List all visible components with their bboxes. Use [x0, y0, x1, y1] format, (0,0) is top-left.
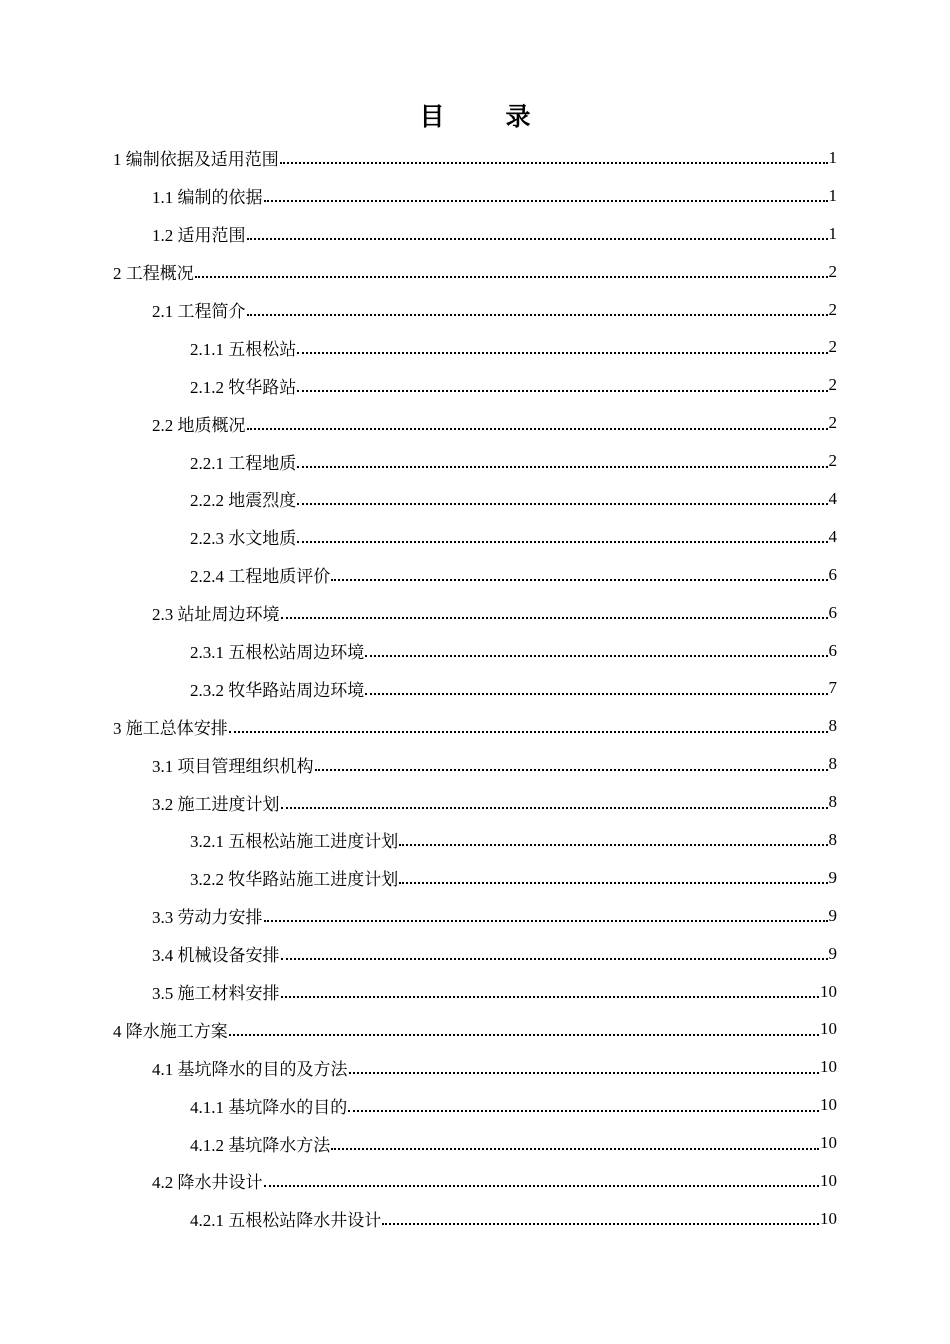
toc-entry-page-number: 10	[820, 1095, 837, 1115]
toc-entry-label: 2.2.2 地震烈度	[190, 491, 297, 511]
toc-entry-page-number: 6	[828, 602, 837, 622]
toc-list	[0, 139, 950, 1238]
dot-leader	[281, 806, 828, 809]
dot-leader	[264, 199, 828, 202]
dot-leader	[281, 957, 828, 960]
toc-entry-label: 1.1 编制的依据	[152, 188, 263, 208]
toc-entry-page-number: 10	[820, 1170, 837, 1190]
dot-leader	[281, 995, 820, 998]
toc-entry-label: 4.1.2 基坑降水方法	[190, 1135, 331, 1155]
toc-entry-label: 3.2.1 五根松站施工进度计划	[190, 832, 399, 852]
toc-entry-page-number: 10	[820, 981, 837, 1001]
toc-entry-page-number: 6	[828, 640, 837, 660]
toc-entry[interactable]	[0, 783, 950, 821]
toc-entry-label: 2.3.1 五根松站周边环境	[190, 643, 365, 663]
toc-entry-label: 3.4 机械设备安排	[152, 946, 280, 966]
toc-entry-page-number: 10	[820, 1208, 837, 1228]
toc-entry-label: 3 施工总体安排	[113, 718, 228, 738]
toc-entry[interactable]	[0, 253, 950, 291]
toc-entry-label: 4 降水施工方案	[113, 1021, 228, 1041]
toc-entry[interactable]	[0, 366, 950, 404]
toc-entry[interactable]	[0, 897, 950, 935]
toc-entry[interactable]	[0, 215, 950, 253]
toc-entry-label: 1.2 适用范围	[152, 226, 246, 246]
toc-entry-label: 2.2.3 水文地质	[190, 529, 297, 549]
toc-entry[interactable]	[0, 291, 950, 329]
dot-leader	[297, 502, 827, 505]
toc-entry-page-number: 6	[828, 564, 837, 584]
toc-entry[interactable]	[0, 859, 950, 897]
toc-entry-label: 3.2 施工进度计划	[152, 794, 280, 814]
dot-leader	[297, 389, 827, 392]
toc-entry-label: 2.3.2 牧华路站周边环境	[190, 680, 365, 700]
dot-leader	[297, 351, 827, 354]
dot-leader	[297, 540, 827, 543]
dot-leader	[331, 1147, 819, 1150]
toc-entry-page-number: 1	[828, 147, 837, 167]
toc-entry-page-number: 10	[820, 1019, 837, 1039]
toc-entry-label: 2 工程概况	[113, 264, 194, 284]
toc-entry-label: 2.2.1 工程地质	[190, 453, 297, 473]
toc-entry[interactable]	[0, 442, 950, 480]
toc-entry-page-number: 2	[828, 375, 837, 395]
toc-entry[interactable]	[0, 707, 950, 745]
toc-entry-label: 4.1.1 基坑降水的目的	[190, 1097, 348, 1117]
dot-leader	[399, 843, 827, 846]
toc-entry-page-number: 9	[828, 867, 837, 887]
dot-leader	[348, 1109, 819, 1112]
toc-entry-label: 1 编制依据及适用范围	[113, 150, 279, 170]
toc-entry-label: 2.1.1 五根松站	[190, 339, 297, 359]
toc-entry-page-number: 10	[820, 1133, 837, 1153]
toc-entry[interactable]	[0, 935, 950, 973]
toc-entry-page-number: 2	[828, 451, 837, 471]
toc-entry[interactable]	[0, 1010, 950, 1048]
toc-entry[interactable]	[0, 1048, 950, 1086]
toc-entry[interactable]	[0, 745, 950, 783]
dot-leader	[247, 237, 828, 240]
toc-entry[interactable]	[0, 1124, 950, 1162]
toc-entry[interactable]	[0, 556, 950, 594]
dot-leader	[264, 919, 828, 922]
toc-entry[interactable]	[0, 139, 950, 177]
toc-entry-page-number: 9	[828, 905, 837, 925]
toc-entry-page-number: 2	[828, 413, 837, 433]
toc-entry-page-number: 9	[828, 943, 837, 963]
toc-title: 目 录	[419, 104, 549, 131]
dot-leader	[331, 578, 827, 581]
toc-entry[interactable]	[0, 821, 950, 859]
dot-leader	[365, 692, 827, 695]
toc-entry-page-number: 10	[820, 1057, 837, 1077]
dot-leader	[229, 730, 828, 733]
toc-entry-page-number: 1	[828, 185, 837, 205]
toc-entry[interactable]	[0, 1086, 950, 1124]
toc-entry-page-number: 4	[828, 526, 837, 546]
toc-entry-page-number: 2	[828, 299, 837, 319]
toc-entry-label: 2.3 站址周边环境	[152, 605, 280, 625]
toc-entry[interactable]	[0, 669, 950, 707]
dot-leader	[247, 313, 828, 316]
dot-leader	[365, 654, 827, 657]
toc-entry[interactable]	[0, 1162, 950, 1200]
toc-entry-label: 2.1.2 牧华路站	[190, 377, 297, 397]
toc-entry-label: 2.1 工程简介	[152, 302, 246, 321]
toc-entry-page-number: 8	[828, 716, 837, 736]
toc-entry-label: 3.5 施工材料安排	[152, 984, 280, 1004]
dot-leader	[315, 768, 828, 771]
toc-entry[interactable]	[0, 1200, 950, 1238]
toc-entry[interactable]	[0, 328, 950, 366]
dot-leader	[399, 881, 827, 884]
toc-entry[interactable]	[0, 632, 950, 670]
toc-entry[interactable]	[0, 518, 950, 556]
toc-entry-page-number: 4	[828, 488, 837, 508]
dot-leader	[349, 1071, 820, 1074]
dot-leader	[247, 427, 828, 430]
toc-entry-label: 4.1 基坑降水的目的及方法	[152, 1059, 348, 1079]
toc-entry[interactable]	[0, 594, 950, 632]
toc-entry[interactable]	[0, 177, 950, 215]
toc-entry-page-number: 2	[828, 337, 837, 357]
toc-entry-label: 3.3 劳动力安排	[152, 908, 263, 928]
toc-entry-label: 4.2 降水井设计	[152, 1173, 263, 1193]
toc-entry-label: 3.1 项目管理组织机构	[152, 756, 314, 776]
toc-entry-page-number: 2	[828, 261, 837, 281]
toc-entry-page-number: 1	[828, 223, 837, 243]
toc-entry-page-number: 7	[828, 678, 837, 698]
toc-entry-label: 2.2 地质概况	[152, 415, 246, 435]
dot-leader	[280, 161, 828, 164]
dot-leader	[229, 1033, 819, 1036]
toc-entry[interactable]	[0, 404, 950, 442]
dot-leader	[382, 1222, 819, 1225]
dot-leader	[264, 1184, 820, 1187]
toc-entry-page-number: 8	[828, 754, 837, 774]
toc-entry[interactable]	[0, 973, 950, 1011]
dot-leader	[297, 465, 827, 468]
toc-entry-label: 2.2.4 工程地质评价	[190, 567, 331, 587]
toc-entry-page-number: 8	[828, 792, 837, 812]
dot-leader	[281, 616, 828, 619]
toc-entry-label: 3.2.2 牧华路站施工进度计划	[190, 870, 399, 890]
toc-entry[interactable]	[0, 480, 950, 518]
toc-entry-page-number: 8	[828, 829, 837, 849]
toc-entry-label: 4.2.1 五根松站降水井设计	[190, 1211, 382, 1231]
dot-leader	[195, 275, 828, 278]
